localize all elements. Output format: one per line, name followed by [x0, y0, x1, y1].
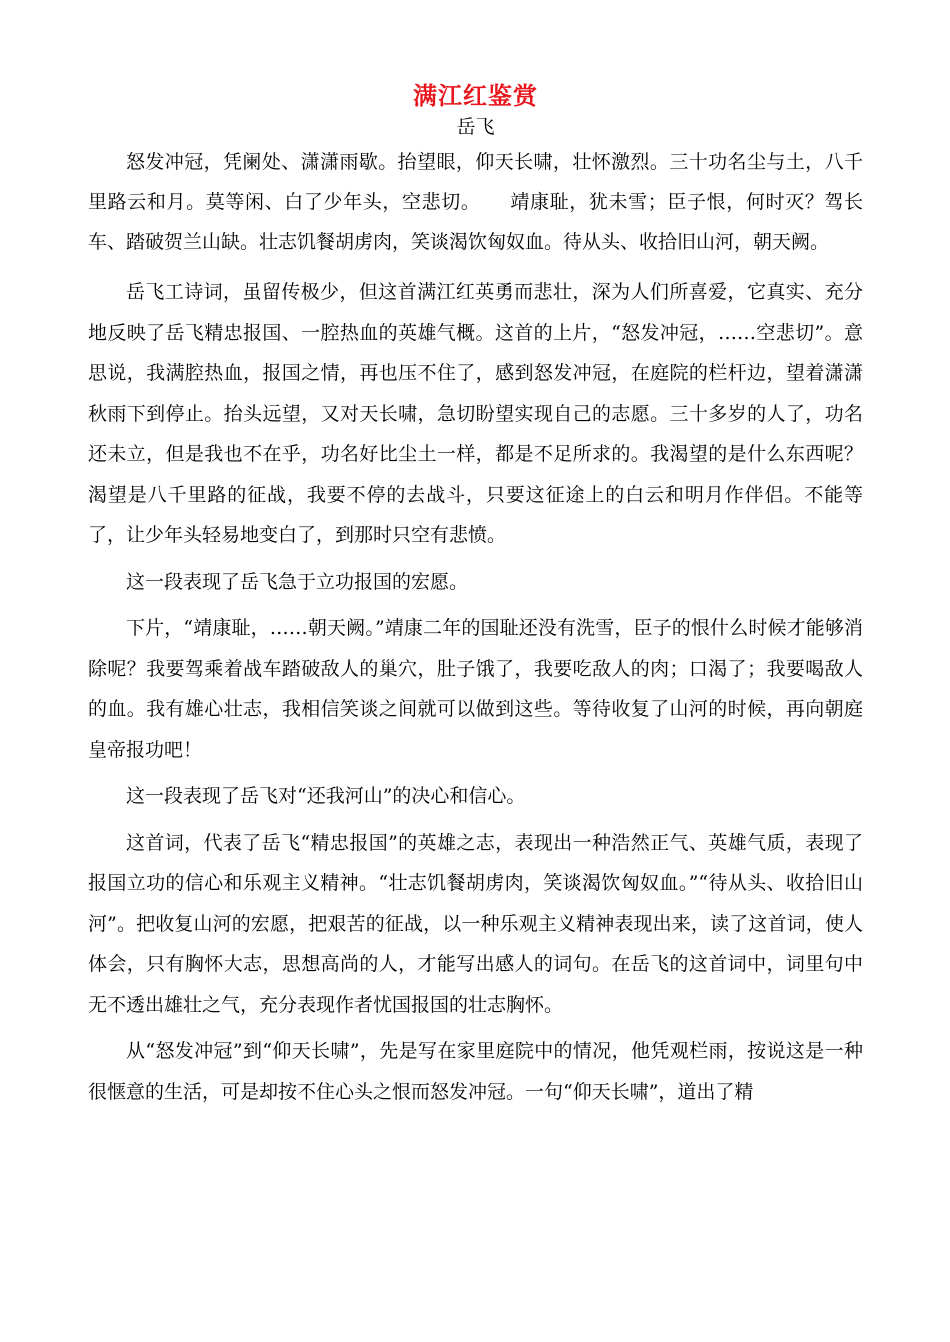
- commentary-paragraph: 下片，“靖康耻，……朝天阙。”靖康二年的国耻还没有洗雪，臣子的恨什么时候才能够消除呢？我要驾乘着战车踏破敌人的巢穴，肚子饿了，我要吃敌人的肉；口渴了；我要喝敌人的血。我有雄心壮志，我相信笑谈之间就可以做到这些。等待收复了山河的时候，再向朝庭皇帝报功吧！: [88, 617, 863, 761]
- commentary-paragraph: 从“怒发冲冠”到“仰天长啸”，先是写在家里庭院中的情况，他凭观栏雨，按说这是一种很惬意的生活，可是却按不住心头之恨而怒发冲冠。一句“仰天长啸”，道出了精: [88, 1040, 863, 1103]
- summary-paragraph: 这一段表现了岳飞急于立功报国的宏愿。: [126, 570, 469, 593]
- document-page: [88, 78, 863, 1118]
- commentary-paragraph: 岳飞工诗词，虽留传极少，但这首满江红英勇而悲壮，深为人们所喜爱，它真实、充分地反映了岳飞精忠报国、一腔热血的英雄气概。这首的上片，“怒发冲冠，……空悲切”。意思说，我满腔热血，报国之情，再也压不住了，感到怒发冲冠，在庭院的栏杆边，望着潇潇秋雨下到停止。抬头远望，又对天长啸，急切盼望实现自己的志愿。三十多岁的人了，功名还未立，但是我也不在乎，功名好比尘土一样，都是不足所求的。我渴望的是什么东西呢？渴望是八千里路的征战，我要不停的去战斗，只要这征途上的白云和明月作伴侣。不能等了，让少年头轻易地变白了，到那时只空有悲愤。: [88, 281, 863, 546]
- commentary-paragraph: 这首词，代表了岳飞“精忠报国”的英雄之志，表现出一种浩然正气、英雄气质，表现了报国立功的信心和乐观主义精神。“壮志饥餐胡虏肉，笑谈渴饮匈奴血。”“待从头、收拾旧山河”。把收复山河的宏愿，把艰苦的征战，以一种乐观主义精神表现出来，读了这首词，使人体会，只有胸怀大志，思想高尚的人，才能写出感人的词句。在岳飞的这首词中，词里句中无不透出雄壮之气，充分表现作者忧国报国的壮志胸怀。: [88, 831, 863, 1016]
- poem-text: 怒发冲冠，凭阑处、潇潇雨歇。抬望眼，仰天长啸，壮怀激烈。三十功名尘与土，八千里路云和月。莫等闲、白了少年头，空悲切。 靖康耻，犹未雪；臣子恨，何时灭？驾长车、踏破贺兰山缺。壮志饥餐胡虏肉，笑谈渴饮匈奴血。待从头、收拾旧山河，朝天阙。: [88, 151, 863, 253]
- author-name: 岳飞: [456, 116, 495, 138]
- summary-paragraph: 这一段表现了岳飞对“还我河山”的决心和信心。: [126, 785, 526, 807]
- document-title: 满江红鉴赏: [413, 81, 538, 110]
